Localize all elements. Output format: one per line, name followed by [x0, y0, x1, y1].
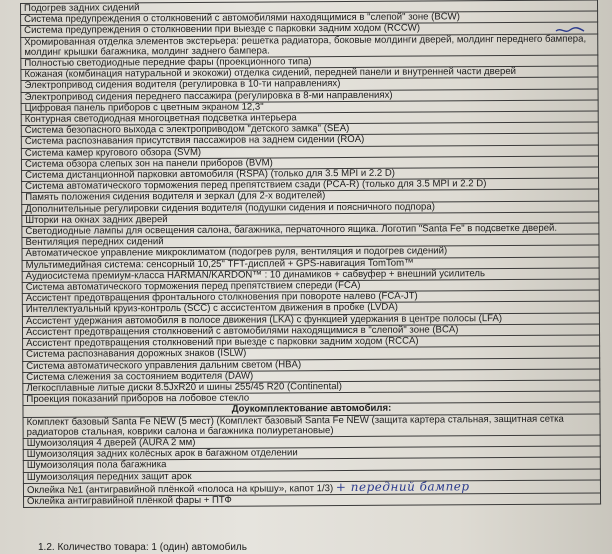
table-cell: Контурная светодиодная многоцветная подсветка интерьера [21, 111, 598, 126]
quantity-line: 1.2. Количество товара: 1 (один) автомобиль [38, 542, 247, 553]
table-cell: Подогрев задних сидений [21, 0, 598, 15]
table-cell: Электропривод сидения переднего пассажира (регулировка в 8-ми направлениях) [21, 89, 598, 104]
table-row [24, 493, 601, 508]
table-cell: Память положения сидения водителя и зеркал (для 2-х водителей) [22, 189, 599, 204]
table-cell: Шумоизоляция 4 дверей (AURA 2 мм) [23, 435, 600, 450]
table-cell: Вентиляция передних сидений [22, 234, 599, 249]
table-cell: Ассистент предотвращения столкновений с автомобилями находящимися в "слепой" зоне (BCA) [22, 324, 599, 339]
table-cell: Шумоизоляция пола багажника [23, 457, 600, 472]
table-cell: Ассистент удержания автомобиля в полосе движения (LKA) с функцией удержания в центре полосы (LFA) [22, 313, 599, 328]
table-cell: Электропривод сидения водителя (регулировка в 10-ти направлениях) [21, 77, 598, 92]
table-cell: Кожаная (комбинация натуральной и экокожи) отделка сидений, передней панели и внутренней части дверей [21, 66, 598, 81]
table-cell: Шумоизоляция задних колёсных арок в багажном отделении [23, 446, 600, 461]
table-cell: Система предупреждения о столкновений с автомобилями находящимися в "слепой" зоне (BCW) [21, 11, 598, 26]
table-cell: Система распознавания присутствия пассажиров на заднем сидении (ROA) [21, 133, 598, 148]
table-cell: Шумоизоляция передних защит арок [23, 468, 600, 483]
table-cell: Система слежения за состоянием водителя (DAW) [23, 369, 600, 384]
table-cell: Комплект базовый Santa Fe NEW (5 мест) (Комплект базовый Santa Fe NEW (защита картера стальная, защитная сетка радиаторов стальная, коврики салона и багажника полиуретановые) [23, 413, 600, 438]
table-cell: Система обзора слепых зон на панели приборов (BVM) [21, 156, 598, 171]
table-cell: Система предупреждения о столкновении при выезде с парковки задним ходом (RCCW) [21, 22, 598, 37]
table-cell: Шторки на окнах задних дверей [22, 212, 599, 227]
table-cell: Проекция показаний приборов на лобовое стекло [23, 391, 600, 406]
table-cell: Светодиодные лампы для освещения салона, багажника, перчаточного ящика. Логотип "Santa Fe" в подсветке дверей. [22, 223, 599, 238]
table-cell: Система автоматического управления дальним светом (HBA) [23, 357, 600, 372]
table-cell: Система камер кругового обзора (SVM) [21, 145, 598, 160]
last-row-cell: Оклейка антигравийной плёнкой фары + ПТФ [24, 493, 601, 508]
handwritten-note: + передний бампер [335, 478, 470, 494]
pen-scribble-mark [555, 25, 585, 35]
table-cell: Система дистанционной парковки автомобиля (RSPA) (только для 3.5 MPI и 2.2 D) [22, 167, 599, 182]
equipment-table [20, 0, 601, 508]
additional-equipment-rows [23, 413, 600, 483]
film-row-text: Оклейка №1 (антигравийной плёнкой «полоса на крышу», капот 1/3) [26, 482, 334, 496]
table-cell: Дополнительные регулировки сидения водителя (подушки сидения и поясничного подпора) [22, 201, 599, 216]
table-cell: Легкосплавные литые диски 8.5JxR20 и шины 255/45 R20 (Continental) [23, 380, 600, 395]
table-cell: Хромированная отделка элементов экстерьера: решетка радиатора, боковые молдинги дверей, молдинг переднего бампера, молдинг крышки багажника, молдинг заднего бампера. [21, 34, 598, 59]
table-cell: Система безопасного выхода с электроприводом "детского замка" (SEA) [21, 122, 598, 137]
table-cell: Автоматическое управление микроклиматом (подогрев руля, вентиляция и подогрев сидений) [22, 245, 599, 260]
table-cell: Цифровая панель приборов с цветным экраном 12,3" [21, 100, 598, 115]
table-cell: Система автоматического торможения перед препятствием спереди (FCA) [22, 279, 599, 294]
table-cell: Интеллектуальный круиз-контроль (SCC) с ассистентом движения в пробке (LVDA) [22, 301, 599, 316]
section-title: Доукомплектование автомобиля: [23, 402, 600, 417]
table-cell: Ассистент предотвращения столкновений при выезде с парковки задним ходом (RCCA) [23, 335, 600, 350]
film-section [23, 480, 600, 508]
table-cell: Система распознавания дорожных знаков (ISLW) [23, 346, 600, 361]
table-cell: Система автоматического торможения перед препятствием сзади (PCA-R) (только для 3.5 MPI и 2.2 D) [22, 178, 599, 193]
table-cell: Аудиосистема премиум-класса HARMAN/KARDON™ : 10 динамиков + сабвуфер + внешний усилитель [22, 268, 599, 283]
table-cell: Ассистент предотвращения фронтального столкновения при повороте налево (FCA-JT) [22, 290, 599, 305]
equipment-rows [21, 0, 600, 406]
table-cell: Полностью светодиодные передние фары (проекционного типа) [21, 55, 598, 70]
table-cell: Мультимедийная система: сенсорный 10,25" TFT-дисплей + GPS-навигация TomTom™ [22, 257, 599, 272]
